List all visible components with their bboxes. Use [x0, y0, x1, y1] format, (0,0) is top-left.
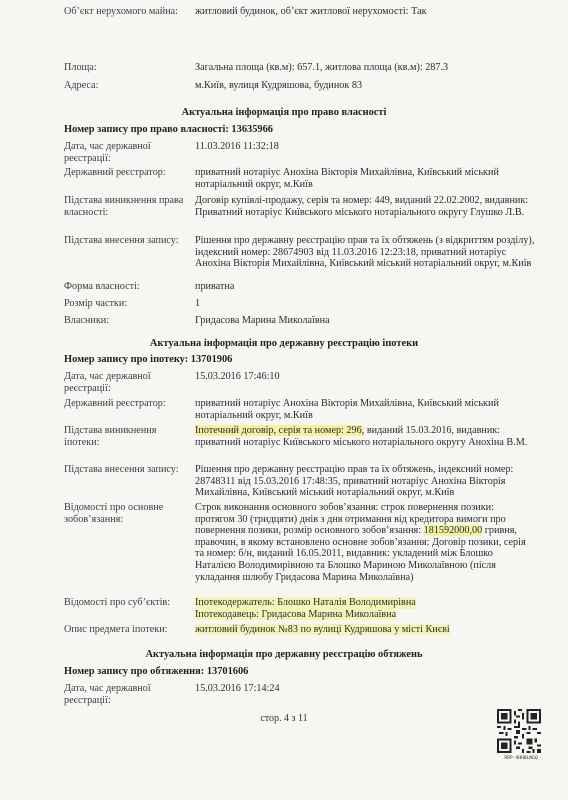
mortgage-subject-desc-value — [195, 624, 535, 636]
ownership-basis-value: Договір купівлі-продажу, серія та номер: 449, виданий 22.02.2002, видавник: Приватний нотаріус Київського міського нотаріального округу Глушко Л.В. — [195, 195, 529, 218]
obligation-text-pre: Строк виконання основного зобов’язання: строк повернення позики: протягом 30 (тридцяти) днів з дня отримання від кредитора вимоги про повернення позики, розмір основного зобов’язання: — [195, 502, 506, 537]
obligation-amount: 181592000,00 — [423, 525, 483, 537]
mortgage-record-number: Номер запису про іпотеку: 13701906 — [64, 354, 233, 365]
mortgage-entry-value: Рішення про державну реєстрацію прав та їх обтяжень, індексний номер: 28748311 від 15.03.2016 17:48:35, приватний нотаріус Анохіна Вікторія Михайлівна, Київський міський нотаріальний округ, м.Київ — [195, 464, 514, 499]
qr-code-icon — [497, 709, 541, 753]
ownership-form-label: Форма власності: — [64, 281, 140, 292]
address-value: м.Київ, вулиця Кудряшова, будинок 83 — [195, 80, 363, 91]
encumbrance-date-value: 15.03.2016 17:14:24 — [195, 683, 280, 694]
ownership-owners-label: Власники: — [64, 315, 110, 326]
mortgage-section-title: Актуальна інформація про державну реєстрацію іпотеки — [149, 338, 419, 349]
mortgage-registrar-value: приватний нотаріус Анохіна Вікторія Михайлівна, Київський міський нотаріальний округ, м.Київ — [195, 398, 499, 421]
mortgage-subjects-value — [195, 597, 535, 620]
mortgage-basis-highlight: Іпотечний договір, серія та номер: 296, — [195, 425, 365, 436]
mortgage-basis-rest: виданий 15.03.2016, видавник: приватний нотаріус Київського міського нотаріального округу Анохіна В.М. — [195, 425, 528, 448]
object-type-value: житловий будинок, об’єкт житлової нерухомості: Так — [195, 6, 427, 17]
area-label: Площа: — [64, 62, 97, 73]
mortgage-basis-label: Підстава виникнення іпотеки: — [64, 425, 157, 448]
mortgage-registrar-label: Державний реєстратор: — [64, 398, 166, 409]
mortgage-entry-label: Підстава внесення запису: — [64, 464, 179, 475]
mortgage-basis-value — [195, 425, 535, 448]
mortgage-date-value: 15.03.2016 17:46:10 — [195, 371, 280, 382]
encumbrance-section-title: Актуальна інформація про державну реєстрацію обтяжень — [145, 649, 423, 660]
address-label: Адреса: — [64, 80, 99, 91]
mortgagor: Іпотекодавець: Гридасова Марина Миколаївна — [195, 608, 397, 620]
qr-code-label: RRP-4HH0LNGQ — [504, 756, 538, 761]
area-value: Загальна площа (кв.м): 657.1, житлова площа (кв.м): 287.3 — [195, 62, 449, 73]
ownership-date-label: Дата, час державної реєстрації: — [64, 141, 151, 164]
mortgage-date-label: Дата, час державної реєстрації: — [64, 371, 151, 394]
page-number: стор. 4 з 11 — [260, 713, 308, 724]
ownership-registrar-value: приватний нотаріус Анохіна Вікторія Михайлівна, Київський міський нотаріальний округ, м.Київ — [195, 167, 499, 190]
ownership-share-value: 1 — [195, 298, 201, 309]
ownership-date-value: 11.03.2016 11:32:18 — [195, 141, 279, 152]
mortgagee: Іпотекодержатель: Блошко Наталія Володимирівна — [195, 597, 416, 608]
ownership-owners-value: Гридасова Марина Миколаївна — [195, 315, 330, 326]
encumbrance-date-label: Дата, час державної реєстрації: — [64, 683, 151, 706]
obligation-text-post: гривня, правочин, в якому встановлено основне зобов’язання: Договір позики, серія та номер: б/н, виданий 16.05.2011, видавник: укладений між Блошко Наталією Володимирівною та Блошко Мариною Миколаївною (після укладання шлюбу Гридасова Марина Миколаївна) — [195, 525, 526, 583]
object-type-label: Об’єкт нерухомого майна: — [64, 6, 179, 17]
ownership-registrar-label: Державний реєстратор: — [64, 167, 166, 178]
ownership-entry-label: Підстава внесення запису: — [64, 235, 179, 246]
ownership-section-title: Актуальна інформація про право власності — [181, 107, 387, 118]
ownership-share-label: Розмір частки: — [64, 298, 128, 309]
ownership-record-number: Номер запису про право власності: 13635966 — [64, 124, 273, 135]
ownership-form-value: приватна — [195, 281, 235, 292]
encumbrance-record-number: Номер запису про обтяження: 13701606 — [64, 666, 249, 677]
mortgage-subject-desc-text: житловий будинок №83 по вулиці Кудряшова у місті Києві — [195, 624, 450, 635]
mortgage-subject-desc-label: Опис предмета іпотеки: — [64, 624, 168, 635]
mortgage-subjects-label: Відомості про суб’єктів: — [64, 597, 171, 608]
mortgage-obligation-label: Відомості про основне зобов’язання: — [64, 502, 164, 525]
mortgage-obligation-value — [195, 502, 535, 583]
ownership-entry-value: Рішення про державну реєстрацію прав та їх обтяжень (з відкриттям розділу), індексний номер: 28674903 від 11.03.2016 12:23:18, приватний нотаріус Анохіна Вікторія Михайлівна, Київський міський нотаріальний округ, м.Київ — [195, 235, 535, 270]
ownership-basis-label: Підстава виникнення права власності: — [64, 195, 184, 218]
